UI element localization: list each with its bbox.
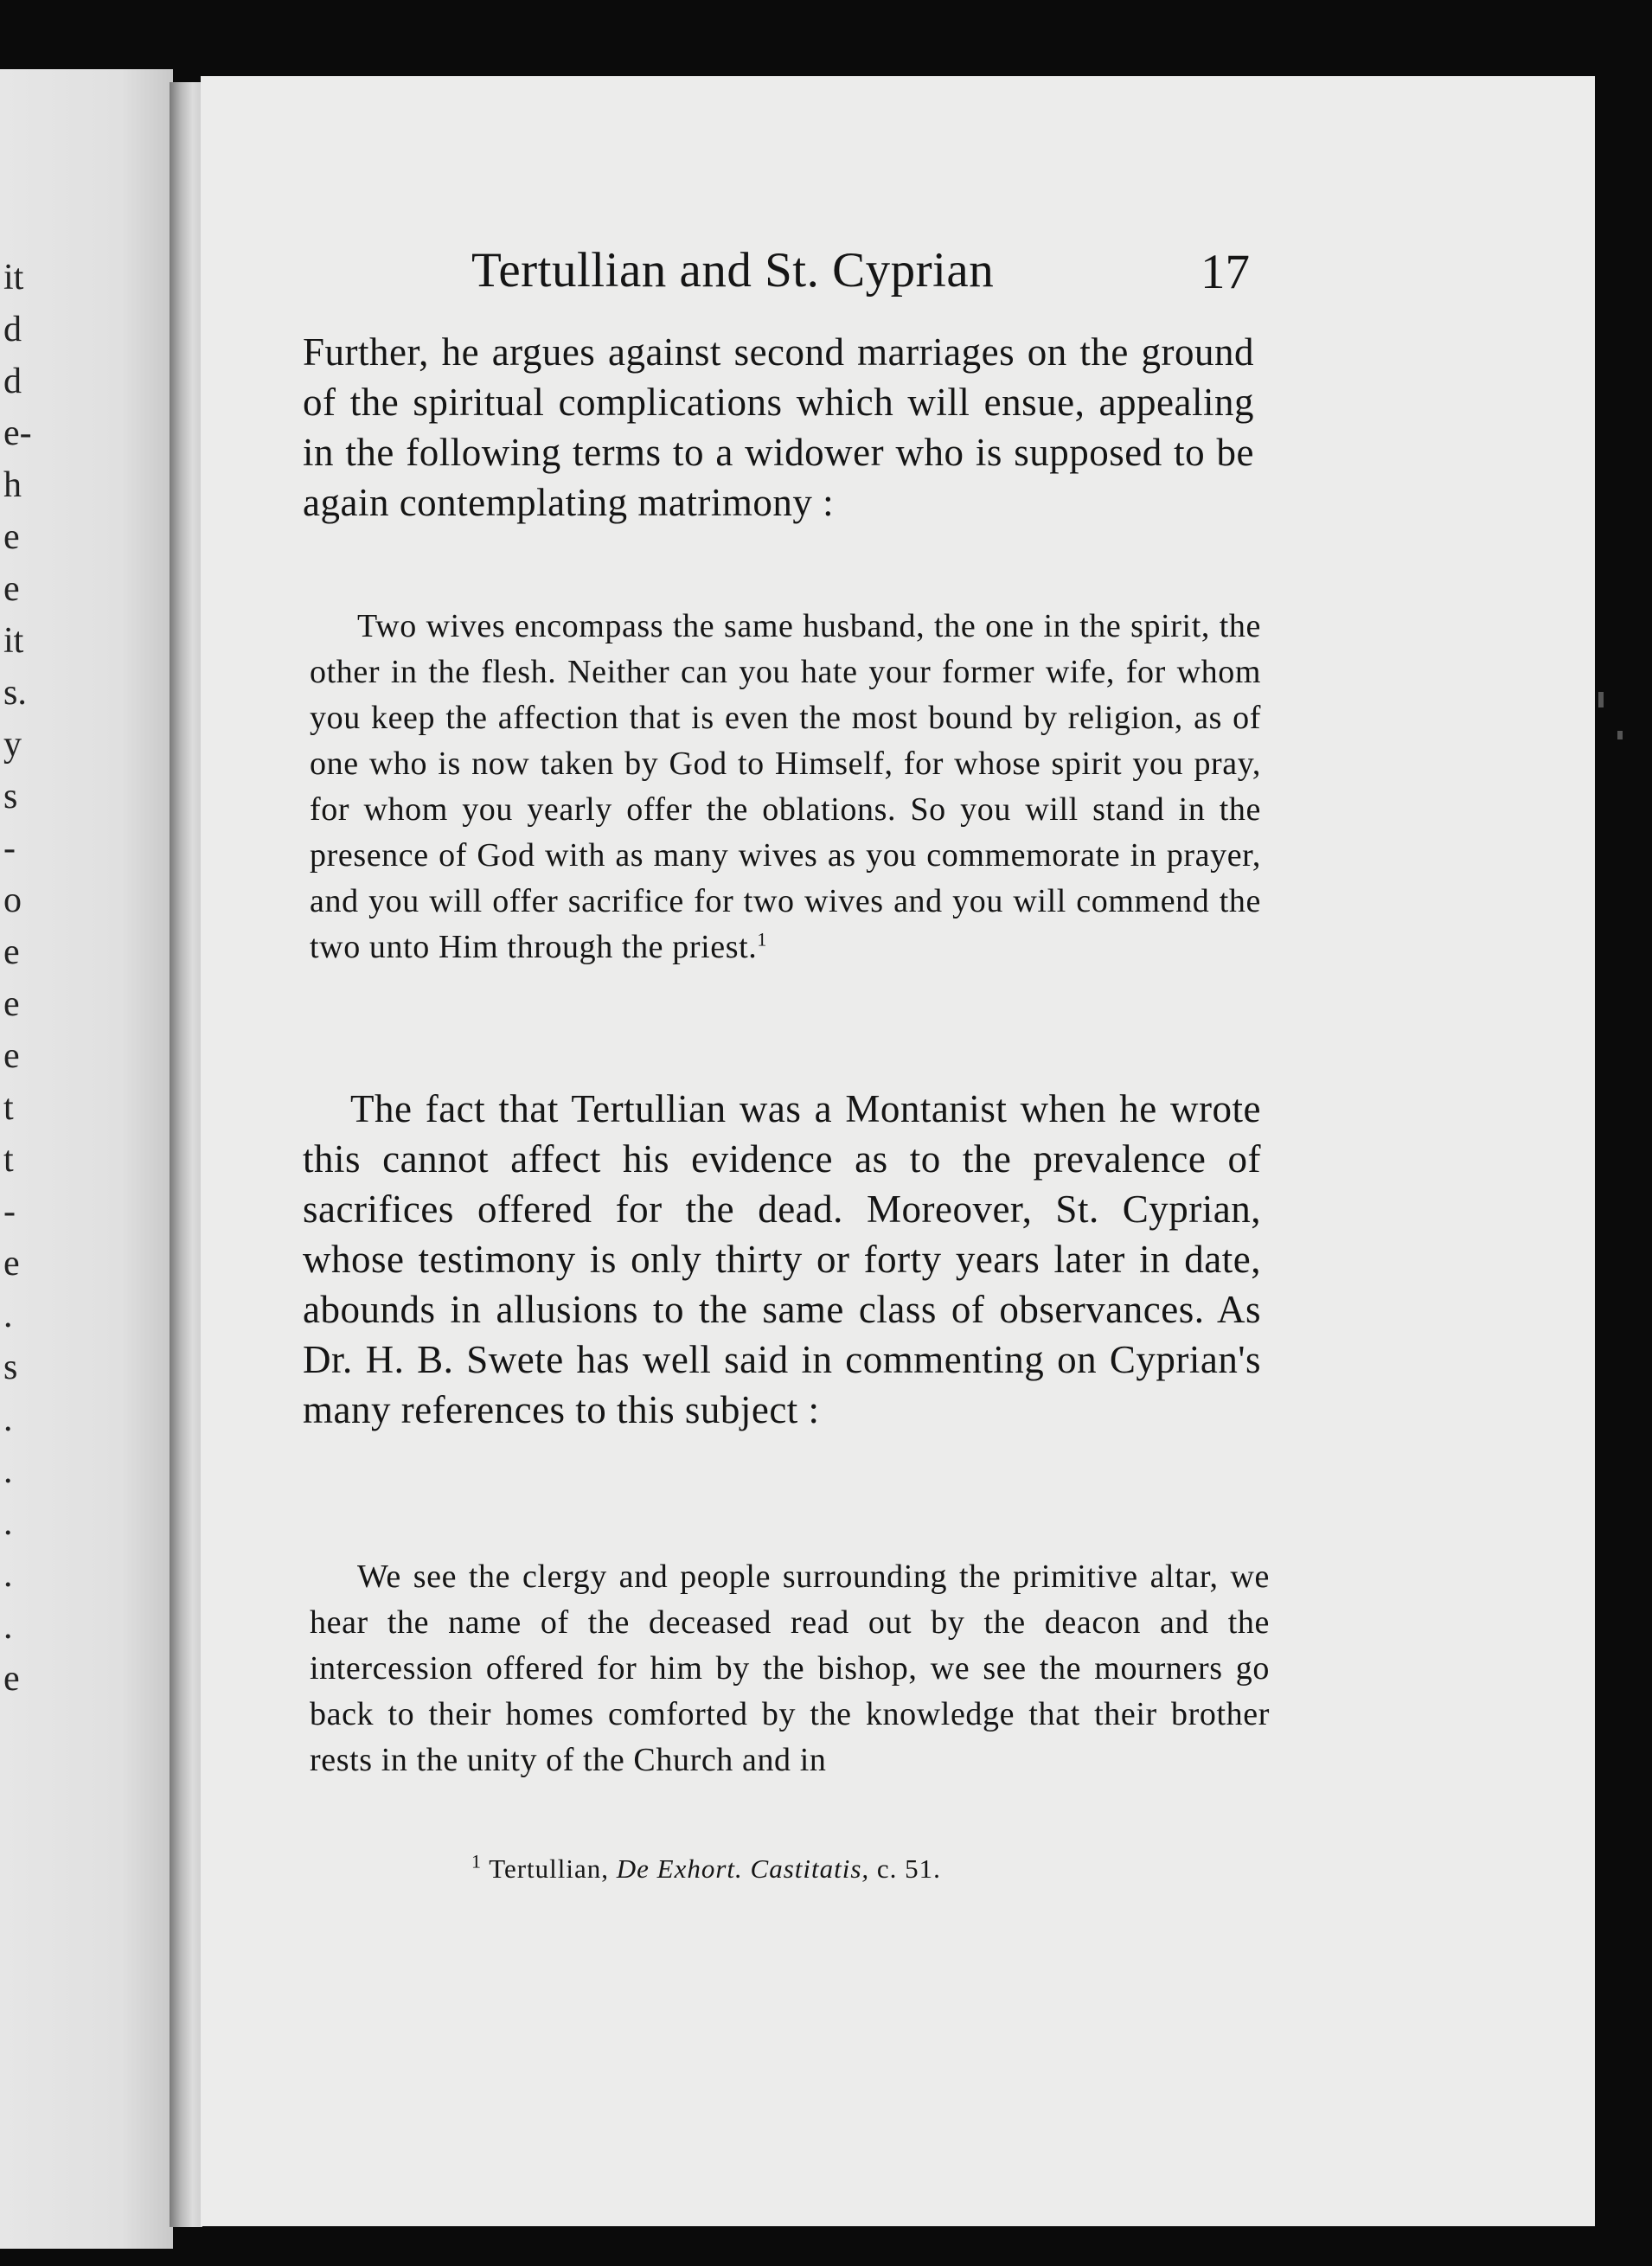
footnote (471, 1850, 941, 1885)
paragraph-2: The fact that Tertullian was a Montanist when he wrote this cannot affect his evidence as to the prevalence of sacrifices offered for the dead. Moreover, St. Cyprian, whose testimony is only thirty or forty years later in date, abounds in allusions to the same class of observances. As Dr. H. B. Swete has well said in commenting on Cyprian's many references to this subject : (303, 1087, 1261, 1431)
block-quote-1 (310, 604, 1261, 970)
page-header (272, 173, 1250, 299)
facing-page-fragment: e (3, 569, 20, 609)
facing-page-fragment: e (3, 984, 20, 1024)
facing-page-fragment: - (3, 1192, 16, 1232)
running-title: Tertullian and St. Cyprian (471, 243, 995, 298)
page-number: 17 (1201, 245, 1250, 299)
facing-page-fragment: e (3, 1659, 20, 1699)
scan-speck (1598, 692, 1604, 707)
facing-page-fragment: . (3, 1296, 13, 1335)
scan-speck (1617, 731, 1623, 739)
facing-page-fragment: . (3, 1607, 13, 1647)
facing-page-fragment: . (3, 1451, 13, 1491)
facing-page-fragment: e (3, 1244, 20, 1283)
facing-page-fragment: - (3, 829, 16, 868)
paragraph-1: Further, he argues against second marriages on the ground of the spiritual complications which will ensue, appealing in the following terms to a widower who is supposed to be again contemplating matrimony : (303, 330, 1254, 524)
facing-page-fragment: it (3, 258, 24, 298)
facing-page-fragment: h (3, 465, 22, 505)
facing-page-fragment: t (3, 1088, 14, 1128)
book-gutter (170, 82, 202, 2227)
facing-page-fragment: . (3, 1555, 13, 1595)
facing-page-fragment: d (3, 310, 22, 349)
facing-page-fragment: . (3, 1503, 13, 1543)
facing-page-fragment: e- (3, 413, 32, 453)
facing-page (0, 69, 173, 2249)
facing-page-fragment: s. (3, 673, 27, 713)
facing-page-fragment: o (3, 880, 22, 920)
facing-page-fragment: s (3, 1347, 18, 1387)
footnote-ref: c. 51. (876, 1853, 941, 1884)
facing-page-fragment: t (3, 1140, 14, 1180)
footnote-mark: 1 (471, 1850, 482, 1872)
facing-page-fragment: it (3, 621, 24, 661)
facing-page-fragment: d (3, 362, 22, 401)
facing-page-fragment: e (3, 932, 20, 972)
facing-page-fragment: e (3, 1036, 20, 1076)
facing-page-fragment: . (3, 1399, 13, 1439)
block-quote-2: We see the clergy and people surrounding the primitive altar, we hear the name of the deceased read out by the deacon and the intercession offered for him by the bishop, we see the mourners go back to their homes comforted by the knowledge that their brother rests in the unity of the Church and in (310, 1559, 1270, 1778)
footnote-author: Tertullian, (489, 1853, 610, 1884)
facing-page-fragment: y (3, 725, 22, 765)
block-quote-1-text: Two wives encompass the same husband, the one in the spirit, the other in the flesh. Neither can you hate your former wife, for whom you keep the affection that is even the most bound by religion, as of one who is now taken by God to Himself, for whose spirit you pray, for whom you yearly offer the oblations. So you will stand in the presence of God with as many wives as you commemorate in prayer, and you will offer sacrifice for two wives and you will commend the two unto Him through the priest. (310, 608, 1261, 965)
facing-page-fragment: s (3, 777, 18, 816)
footnote-work: De Exhort. Castitatis, (616, 1853, 870, 1884)
footnote-reference: 1 (757, 928, 767, 951)
facing-page-fragment: e (3, 517, 20, 557)
